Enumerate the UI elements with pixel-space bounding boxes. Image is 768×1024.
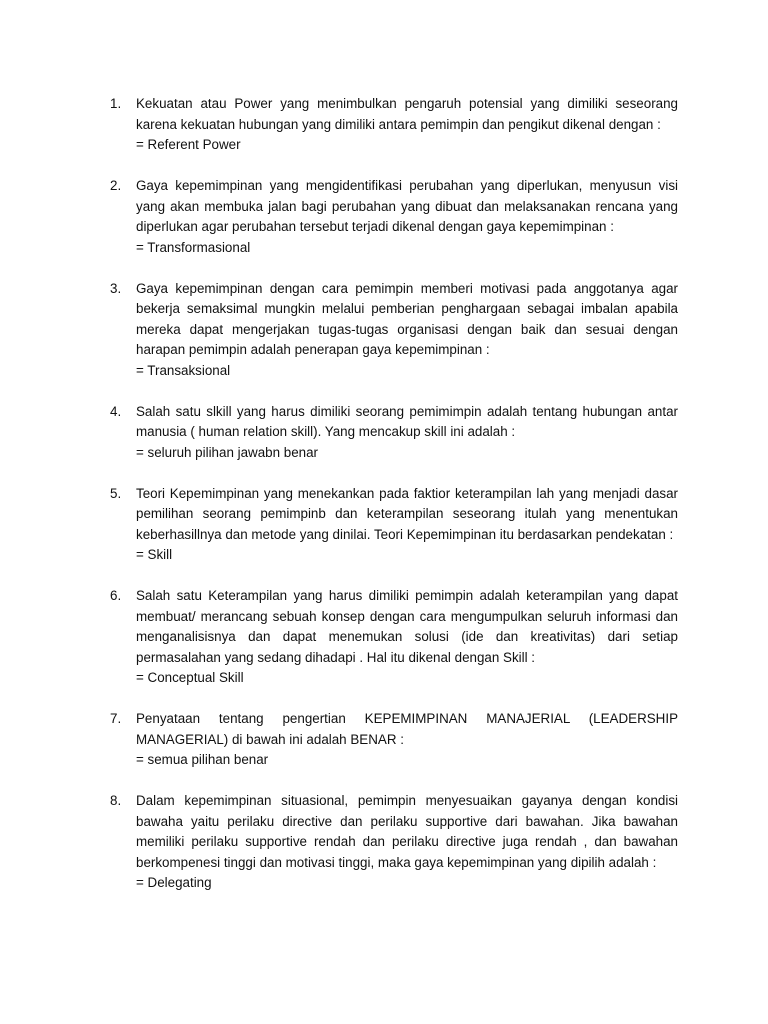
question-number: 8. bbox=[110, 793, 122, 808]
answer-text: = Delegating bbox=[136, 875, 212, 890]
question-number: 6. bbox=[110, 588, 122, 603]
question-text: Penyataan tentang pengertian KEPEMIMPINAN MANAJERIAL (LEADERSHIP MANAGERIAL) di bawah ini adalah BENAR : bbox=[136, 711, 678, 747]
question-text: Gaya kepemimpinan yang mengidentifikasi perubahan yang diperlukan, menyusun visi yang akan membuka jalan bagi perubahan yang dibuat dan melaksanakan rencana yang diperlukan agar perubahan tersebut terjadi dikenal dengan gaya kepemimpinan : bbox=[136, 178, 678, 234]
question-number: 1. bbox=[110, 96, 122, 111]
answer-text: = Conceptual Skill bbox=[136, 670, 244, 685]
question-item-4 bbox=[104, 402, 678, 464]
question-number: 2. bbox=[110, 178, 122, 193]
question-item-1 bbox=[104, 94, 678, 156]
question-number: 4. bbox=[110, 403, 122, 419]
question-text: Kekuatan atau Power yang menimbulkan pengaruh potensial yang dimiliki seseorang karena kekuatan hubungan yang dimiliki antara pemimpin dan pengikut dikenal dengan : bbox=[136, 96, 678, 132]
question-text: Salah satu slkill yang harus dimiliki seorang pemimimpin adalah tentang hubungan antar manusia ( human relation skill). Yang mencakup skill ini adalah : bbox=[136, 403, 678, 439]
answer-text: = seluruh pilihan jawabn benar bbox=[136, 444, 319, 460]
question-number: 7. bbox=[110, 711, 122, 726]
answer-text: = Transaksional bbox=[136, 362, 231, 378]
question-text: Salah satu Keterampilan yang harus dimiliki pemimpin adalah keterampilan yang dapat membuat/ merancang sebuah konsep dengan cara mengumpulkan seluruh informasi dan menganalisisnya dan dapat menemukan solusi (ide dan kreativitas) dari setiap permasalahan yang sedang dihadapi . Hal itu dikenal dengan Skill : bbox=[136, 588, 678, 665]
answer-text: = Transformasional bbox=[136, 239, 251, 255]
answer-text: = Referent Power bbox=[136, 137, 241, 152]
answer-text: = Skill bbox=[136, 547, 173, 562]
question-number: 3. bbox=[110, 280, 122, 296]
question-item-6 bbox=[104, 586, 678, 689]
question-item-2 bbox=[104, 176, 678, 258]
question-item-8 bbox=[104, 791, 678, 894]
question-text: Gaya kepemimpinan dengan cara pemimpin memberi motivasi pada anggotanya agar bekerja semaksimal mungkin melalui pemberian penghargaan sebagai imbalan apabila mereka dapat mengerjakan tugas-tugas organisasi dengan baik dan sesuai dengan harapan pemimpin adalah penerapan gaya kepemimpinan : bbox=[136, 280, 678, 357]
question-text: Teori Kepemimpinan yang menekankan pada faktior keterampilan lah yang menjadi dasar pemilihan seorang pemimpinb dan keterampilan seseorang itulah yang menentukan keberhasillnya dan metode yang dinilai. Teori Kepemimpinan itu berdasarkan pendekatan : bbox=[136, 485, 678, 542]
question-item-5 bbox=[104, 484, 678, 566]
question-item-3 bbox=[104, 279, 678, 382]
question-item-7 bbox=[104, 709, 678, 771]
question-text: Dalam kepemimpinan situasional, pemimpin menyesuaikan gayanya dengan kondisi bawaha yaitu perilaku directive dan perilaku supportive dari bawahan. Jika bawahan memiliki perilaku supportive rendah dan perilaku directive juga rendah , dan bawahan berkompenesi tinggi dan motivasi tinggi, maka gaya kepemimpinan yang dipilih adalah : bbox=[136, 793, 678, 870]
question-list bbox=[104, 94, 678, 894]
answer-text: = semua pilihan benar bbox=[136, 752, 269, 767]
question-number: 5. bbox=[110, 485, 122, 501]
